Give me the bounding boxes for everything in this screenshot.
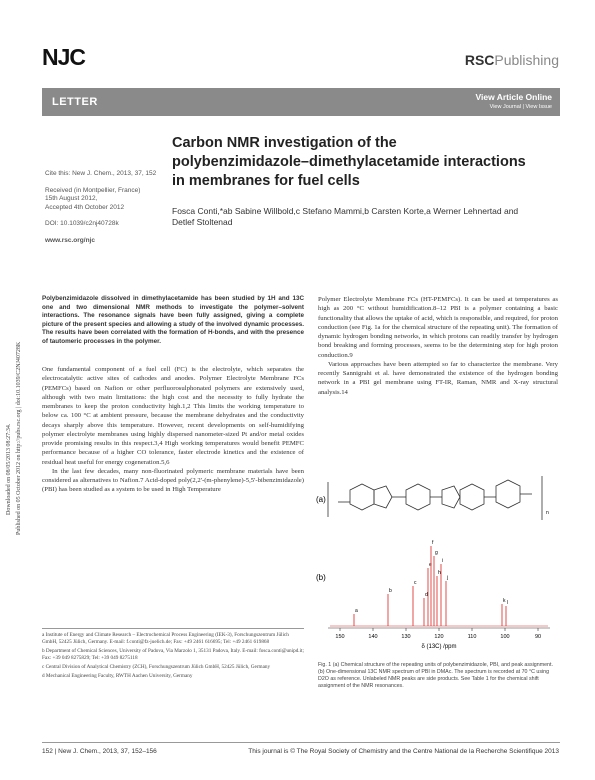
peak-label: c [414,580,417,586]
peak-label: h [438,570,441,576]
x-tick-label: 150 [335,634,345,640]
cite-info: Cite this: New J. Chem., 2013, 37, 152 [45,170,157,177]
section-label: LETTER [52,96,98,108]
figure-label-b: (b) [316,573,326,582]
x-tick-label: 130 [401,634,411,640]
figure-caption: Fig. 1 (a) Chemical structure of the repeating units of polybenzimidazole, PBI, and peak assignment. (b) One-dimensional 13C NMR spectrum of PBI in DMAc. The spectrum is recorded at 70 °C using D2O as reference. Unlabeled NMR peaks are side products. See Table 1 for the chemical shift assignment of the NMR resonances. [318,662,553,689]
paragraph-3: Polymer Electrolyte Membrane FCs (HT-PEMFCs). It can be used at temperatures as high as 200 °C without humidification.8–12 PBI is a polymer containing a basic functionality that allows the uptake of acid, which is responsible, and required, for proton conduction (see Fig. 1a for the chemical structure of the repeating unit). The formation of dynamic hydrogen bonding networks, in which protons can readily transfer by hydrogen bond breaking and forming processes, seems to be the determining step for high proton conduction.9 [318,296,558,359]
peak-label: g [435,550,438,556]
view-journal-issue-links[interactable]: View Journal | View Issue [489,104,552,110]
x-tick-label: 120 [434,634,444,640]
paragraph-1: One fundamental component of a fuel cell (FC) is the electrolyte, which separates the electrocatalytic active sites of cathodes and anodes. Polymer Electrolyte Membrane FCs (PEMFCs) based on Nafion or other perfluorosulphonated polymers are extensively used, although with two main limitations: the high cost and the necessity to fully hydrate the membranes to keep the proton conductivity high.1,2 This limits the working temperature to below ca. 100 °C at ambient pressure, because the membrane dehydrates and the conductivity decays sharply above this temperature. However, recent developments on self-humidifying polymer electrolyte membranes using highly dispersed nanometer-sized Pt and/or metal oxides provide promising results in this respect.3,4 High working temperatures would benefit PEMFC performance because of a higher CO tolerance, faster electrode kinetics and the existence of residual heat useful for energy cogeneration.5,6 [42,366,304,466]
peak-label: k [503,598,506,604]
peak-label: l [507,600,509,606]
affiliation-d: d Mechanical Engineering Faculty, RWTH Aachen University, Germany [42,673,193,679]
publisher-bold: RSC [464,52,495,68]
repeat-subscript: n [546,510,549,516]
affiliation-b: b Department of Chemical Sciences, University of Padova, Via Marzolo 1, 35131 Padova, Italy. E-mail: fosca.conti@unipd.it; Fax: +39 049 8275829; Tel: +39 049 8275118 [42,648,304,661]
figure-label-a: (a) [316,495,326,504]
nmr-spectrum [330,540,548,626]
figure-1 [310,462,560,662]
peak-label: d [425,592,428,598]
publisher-logo [465,52,559,68]
peak-label: b [389,588,392,594]
download-stamp [2,195,22,535]
accepted-date: Accepted 4th October 2012 [45,203,125,211]
abstract: Polybenzimidazole dissolved in dimethylacetamide has been studied by 1H and 13C one and two dimensional NMR methods to investigate the polymer–solvent interactions. The resonance signals have been fully assigned, giving a complete picture of the present species and allowing a study of the involved dynamic processes. The results have been correlated with the formation of H-bonds, and with the presence of tautomeric processes in the polymer. [42,295,304,345]
peak-label: j [447,575,449,581]
x-tick-label: 90 [534,634,542,640]
x-tick-label: 110 [467,634,477,640]
affiliation-c: c Central Division of Analytical Chemistry (ZCH), Forschungszentrum Jülich GmbH, 52425 Jülich, Germany [42,664,271,670]
peak-label: i [442,558,444,564]
affiliations [42,628,304,682]
x-axis-ticks [335,628,541,640]
doi[interactable]: DOI: 10.1039/c2nj40728k [45,220,119,227]
author-list: Fosca Conti,*ab Sabine Willbold,c Stefano Mammi,b Carsten Korte,a Werner Lehnertad and Detlef Stoltenad [172,206,519,227]
peak-label: f [432,540,434,546]
section-bar [42,88,560,116]
footer-page-info: 152 | New J. Chem., 2013, 37, 152–156 [42,748,157,755]
peak-label: e [429,562,432,568]
pbi-structure [328,476,542,520]
x-tick-label: 140 [368,634,378,640]
published-line: Published on 05 October 2012 on http://pubs.rsc.org | doi:10.1039/C2NJ40728K [16,341,22,535]
received-date: 15th August 2012, [45,195,98,202]
body-column-left [42,365,304,495]
footer-copyright: This journal is © The Royal Society of Chemistry and the Centre National de la Recherche Scientifique 2013 [248,748,559,755]
x-tick-label: 100 [500,634,510,640]
affiliation-a: a Institute of Energy and Climate Research – Electrochemical Process Engineering (IEK-3), Forschungszentrum Jülich GmbH, 52425 Jülich, Germany. E-mail: f.conti@fz-juelich.de; Fax: +49 2461 616695; Tel: +49 2461 619868 [42,632,289,645]
received-info: Received (in Montpellier, France) [45,186,141,194]
paragraph-4: Various approaches have been attempted so far to characterize the membrane. Very recently Sannigrahi et al. have demonstrated the existence of the hydrogen bonding network in a PBI gel membrane using FT-IR, Raman, NMR and X-ray structural analysis.14 [318,360,558,396]
paragraph-2: In the last few decades, many non-fluorinated polymeric membrane materials have been considered as alternatives to Nafion.7 Acid-doped poly(2,2'-(m-phenylene)-5,5'-bibenzimidazole) (PBI) has been studied as a system to be used in High Temperature [42,467,304,494]
download-line: Downloaded on 08/05/2013 08:27:34. [6,423,12,515]
x-axis-title: δ (13C) /ppm [421,644,457,650]
journal-url[interactable]: www.rsc.org/njc [45,236,95,244]
article-title: Carbon NMR investigation of the polybenzimidazole–dimethylacetamide interactions in membranes for fuel cells [172,135,526,189]
peak-label: a [355,608,358,614]
publisher-light: Publishing [494,52,559,68]
footer-rule [42,742,560,743]
journal-logo: NJC [42,44,86,70]
body-column-right [318,295,558,397]
article-info-sidebar [45,170,160,253]
view-article-online-link[interactable]: View Article Online [475,92,552,102]
